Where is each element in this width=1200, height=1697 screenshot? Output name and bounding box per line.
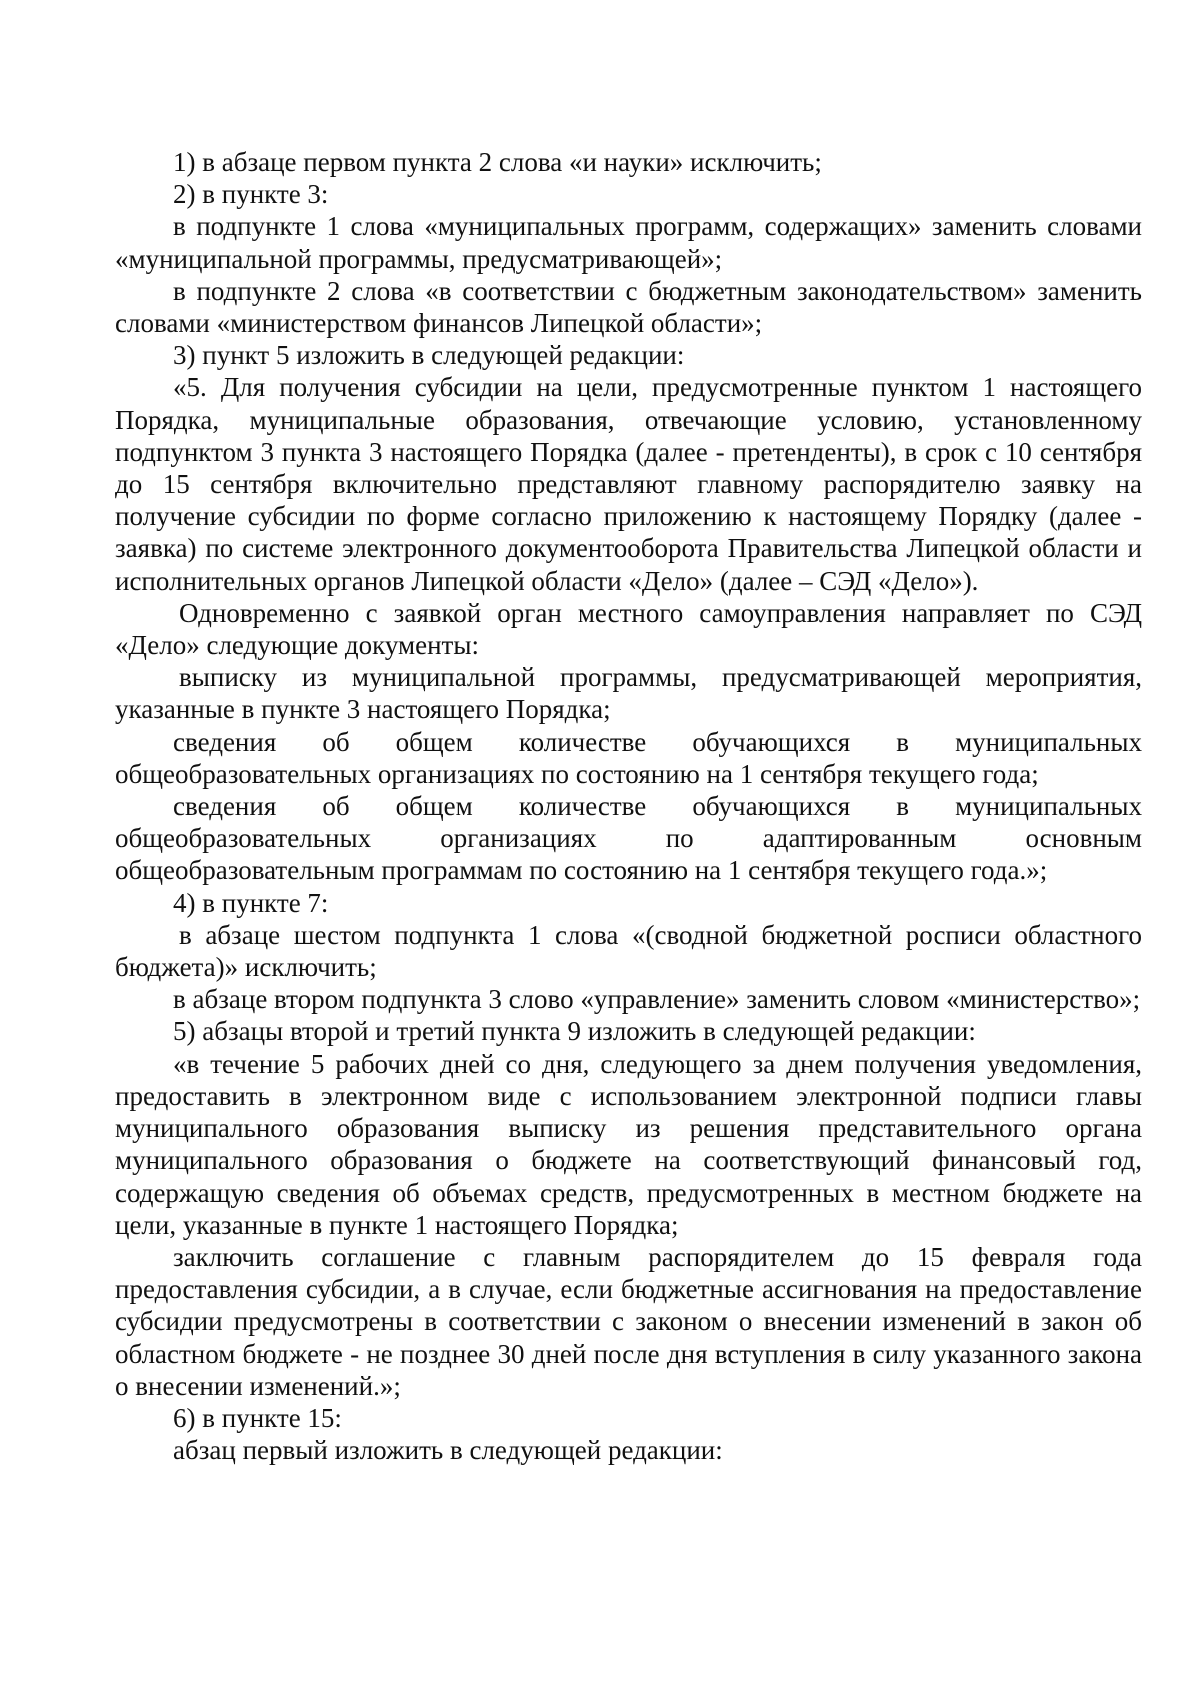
paragraph: 1) в абзаце первом пункта 2 слова «и науки» исключить; (173, 147, 822, 177)
paragraph: в абзаце втором подпункта 3 слово «управление» заменить словом «министерство»; (173, 984, 1141, 1015)
document-body (115, 146, 1142, 1466)
paragraph: выписку из муниципальной программы, предусматривающей мероприятия, указанные в пункте 3 настоящего Порядка; (115, 662, 1142, 725)
paragraph: сведения об общем количестве обучающихся в муниципальных общеобразовательных организациях по состоянию на 1 сентября текущего года; (115, 726, 1142, 789)
paragraph: «в течение 5 рабочих дней со дня, следующего за днем получения уведомления, предоставить в электронном виде с использованием электронной подписи главы муниципального образования выписку из решения представительного органа муниципального образования о бюджете на соответствующий финансовый год, содержащую сведения об объемах средств, предусмотренных в местном бюджете на цели, указанные в пункте 1 настоящего Порядка; (115, 1048, 1142, 1240)
paragraph: 5) абзацы второй и третий пункта 9 изложить в следующей редакции: (173, 1016, 976, 1047)
paragraph: сведения об общем количестве обучающихся в муниципальных общеобразовательных организациях по адаптированным основным общеобразовательным программам по состоянию на 1 сентября текущего года.»; (115, 791, 1142, 886)
paragraph: 2) в пункте 3: (173, 179, 329, 210)
paragraph: 3) пункт 5 изложить в следующей редакции: (173, 340, 685, 371)
paragraph: 6) в пункте 15: (173, 1402, 342, 1433)
paragraph: в подпункте 2 слова «в соответствии с бюджетным законодательством» заменить словами «министерством финансов Липецкой области»; (115, 275, 1142, 339)
paragraph: «5. Для получения субсидии на цели, предусмотренные пунктом 1 настоящего Порядка, муниципальные образования, отвечающие условию, установленному подпунктом 3 пункта 3 настоящего Порядка (далее - претенденты), в срок с 10 сентября до 15 сентября включительно представляют главному распорядителю заявку на получение субсидии по форме согласно приложению к настоящему Порядку (далее - заявка) по системе электронного документооборота Правительства Липецкой области и исполнительных органов Липецкой области «Дело» (далее – СЭД «Дело»). (115, 372, 1142, 596)
paragraph: в абзаце шестом подпункта 1 слова «(сводной бюджетной росписи областного бюджета)» исключить; (115, 919, 1142, 983)
paragraph: заключить соглашение с главным распорядителем до 15 февраля года предоставления субсидии, а в случае, если бюджетные ассигнования на предоставление субсидии предусмотрены в соответствии с законом о внесении изменений в закон об областном бюджете - не позднее 30 дней после дня вступления в силу указанного закона о внесении изменений.»; (115, 1241, 1142, 1401)
paragraph: 4) в пункте 7: (173, 887, 329, 918)
paragraph: Одновременно с заявкой орган местного самоуправления направляет по СЭД «Дело» следующие документы: (115, 597, 1142, 661)
paragraph: в подпункте 1 слова «муниципальных программ, содержащих» заменить словами «муниципальной программы, предусматривающей»; (115, 211, 1142, 274)
paragraph: абзац первый изложить в следующей редакции: (173, 1435, 723, 1466)
